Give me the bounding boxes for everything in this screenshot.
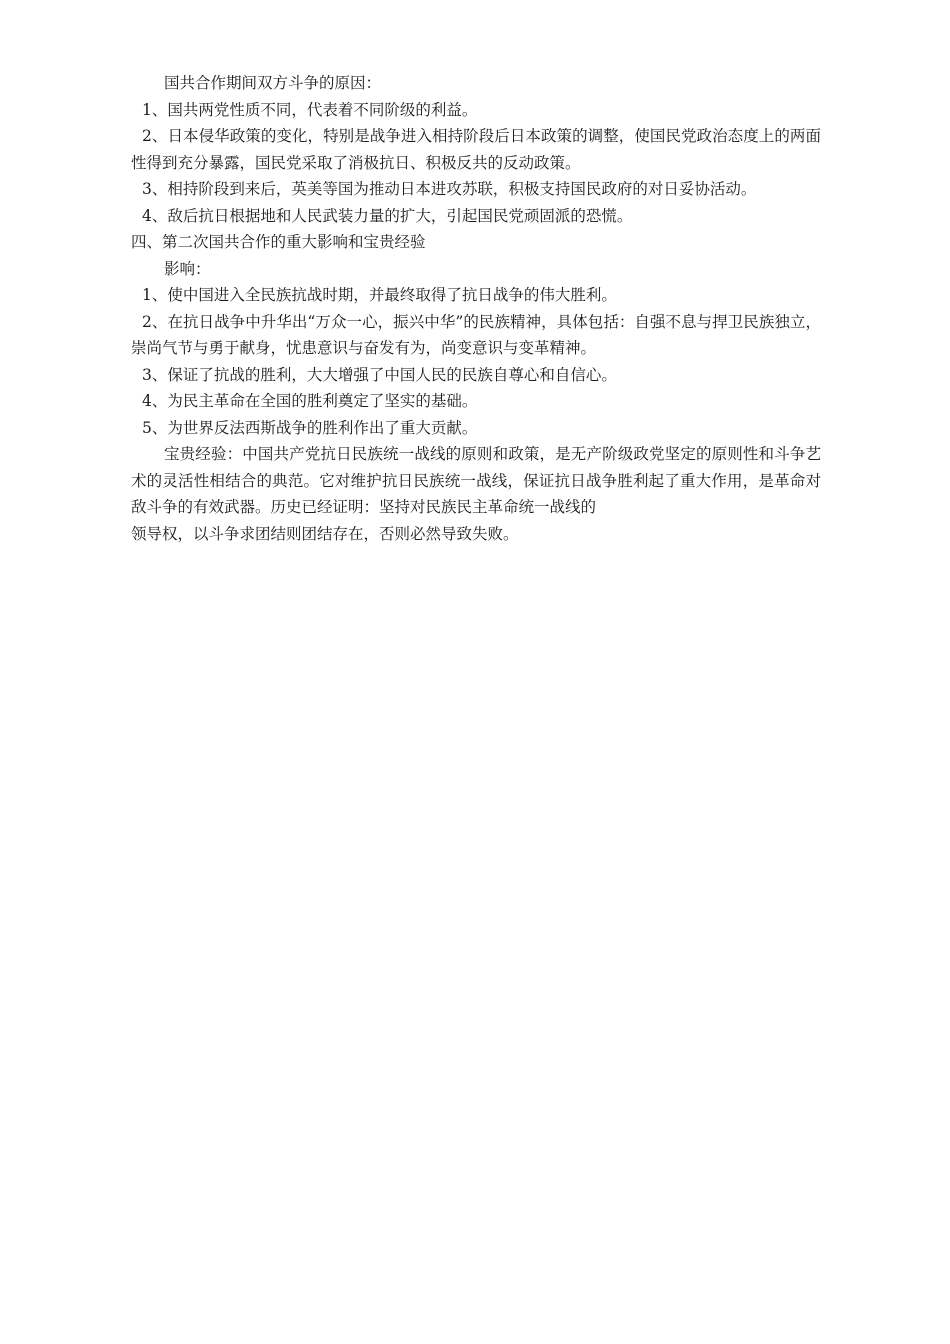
impact-item-2: 2、在抗日战争中升华出“万众一心，振兴中华”的民族精神，具体包括：自强不息与捍卫民族独立，崇尚气节与勇于献身，忧患意识与奋发有为，尚变意识与变革精神。: [131, 312, 821, 357]
experience-paragraph: 宝贵经验：中国共产党抗日民族统一战线的原则和政策，是无产阶级政党坚定的原则性和斗争艺术的灵活性相结合的典范。它对维护抗日民族统一战线，保证抗日战争胜利起了重大作用，是革命对敌斗争的有效武器。历史已经证明：坚持对民族民主革命统一战线的: [131, 445, 821, 516]
impact-item-3: 3、保证了抗战的胜利，大大增强了中国人民的民族自尊心和自信心。: [142, 365, 617, 384]
section3-intro: 国共合作期间双方斗争的原因：: [164, 74, 382, 92]
impact-item-1: 1、使中国进入全民族抗战时期，并最终取得了抗日战争的伟大胜利。: [142, 286, 617, 304]
section3-item-2: 2、日本侵华政策的变化，特别是战争进入相持阶段后日本政策的调整，使国民党政治态度上的两面性得到充分暴露，国民党采取了消极抗日、积极反共的反动政策。: [131, 127, 821, 172]
impact-item-4: 4、为民主革命在全国的胜利奠定了坚实的基础。: [142, 392, 478, 410]
experience-paragraph-continued: 领导权，以斗争求团结则团结存在，否则必然导致失败。: [131, 524, 519, 543]
section4-heading: 四、第二次国共合作的重大影响和宝贵经验: [131, 233, 426, 251]
section3-item-3: 3、相持阶段到来后，英美等国为推动日本进攻苏联，积极支持国民政府的对日妥协活动。: [142, 180, 757, 198]
section3-item-1: 1、国共两党性质不同，代表着不同阶级的利益。: [142, 100, 478, 119]
document-page: [131, 70, 821, 547]
impact-label: 影响：: [164, 259, 211, 278]
impact-item-5: 5、为世界反法西斯战争的胜利作出了重大贡献。: [142, 418, 478, 437]
section3-item-4: 4、敌后抗日根据地和人民武装力量的扩大，引起国民党顽固派的恐慌。: [142, 206, 633, 225]
